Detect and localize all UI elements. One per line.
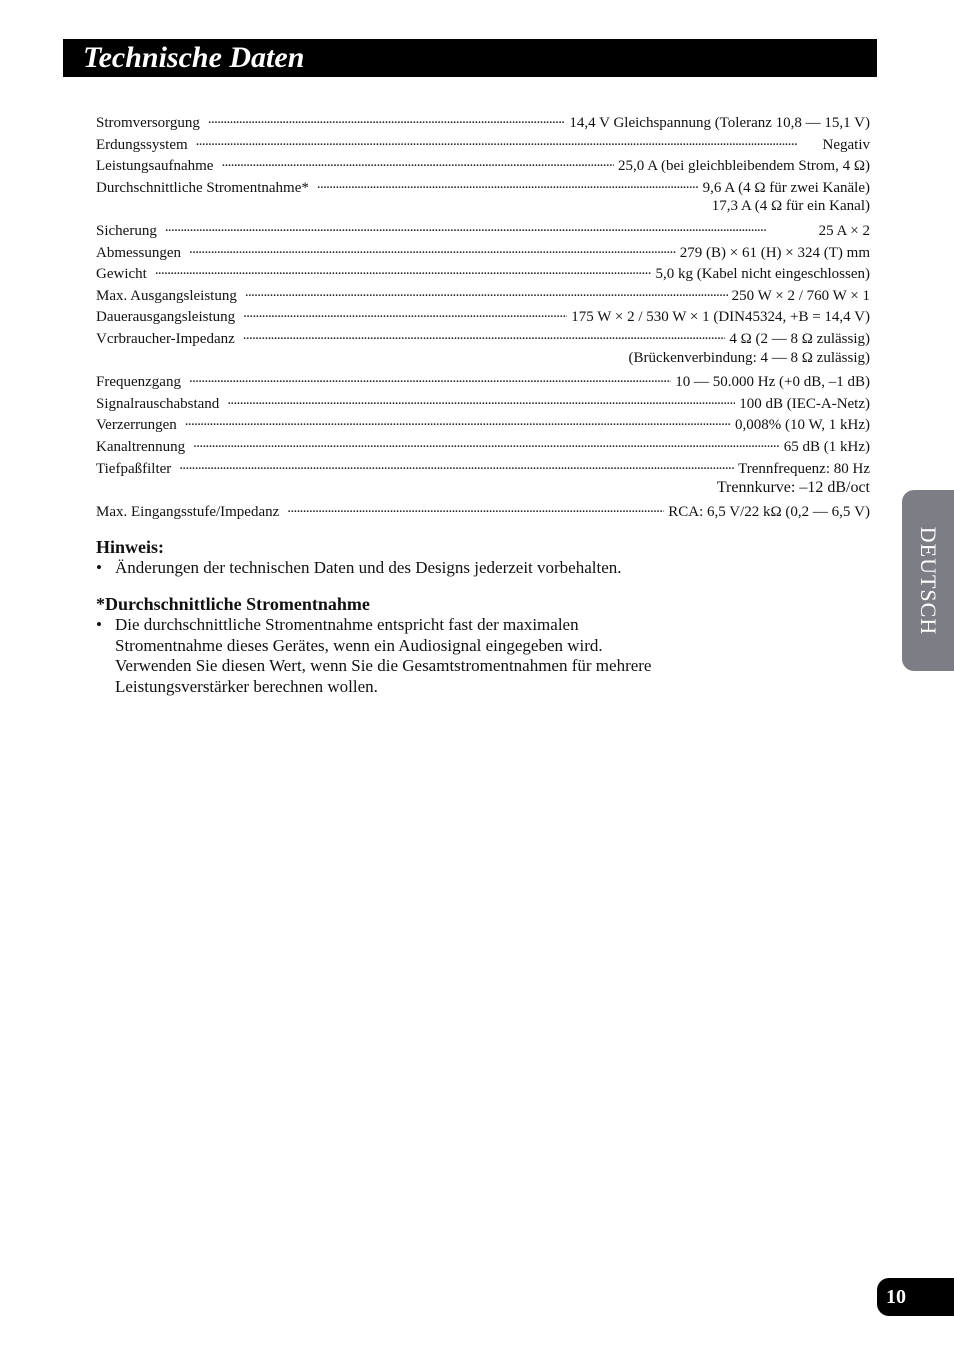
footnote-line: Leistungsverstärker berechnen wollen. [115,676,378,696]
page-number: 10 [886,1286,906,1308]
dot-leader [208,112,566,127]
spec-row [96,414,870,436]
spec-value: 175 W × 2 / 530 W × 1 (DIN45324, +B = 14,4 V) [571,309,870,326]
spec-label: Verzerrungen [96,417,177,434]
spec-label: Abmessungen [96,244,181,261]
spec-label: Sicherung [96,222,157,239]
spec-row [96,263,870,285]
spec-value: 25,0 A (bei gleichbleibendem Strom, 4 Ω) [618,158,870,175]
bullet: • [96,558,102,577]
spec-row [96,458,870,480]
spec-label: Frequenzgang [96,374,181,391]
dot-leader [189,371,671,386]
dot-leader [165,220,815,235]
specs-table [96,112,870,522]
footnote-item [96,615,736,636]
spec-row [96,328,870,350]
spec-row [96,501,870,523]
spec-row [96,112,870,134]
footnote-line: Verwenden Sie diesen Wert, wenn Sie die Gesamtstromentnahmen für mehrere [115,656,652,675]
spec-value: 4 Ω (2 — 8 Ω zulässig) [729,330,870,347]
spec-label: Stromversorgung [96,115,200,131]
dot-leader [317,177,699,192]
spec-label: Max. Eingangsstufe/Impedanz [96,503,280,520]
spec-row [96,177,870,199]
spec-value: 250 W × 2 / 760 W × 1 [731,287,870,304]
footnote-heading: *Durchschnittliche Stromentnahme [96,594,370,614]
spec-value: 0,008% (10 W, 1 kHz) [735,417,870,434]
spec-value: 9,6 A (4 Ω für zwei Kanäle) [702,179,870,196]
footnote-line-row [96,677,736,698]
dot-leader [155,263,652,278]
dot-leader [179,458,734,473]
dot-leader [287,501,664,516]
dot-leader [196,134,819,149]
dot-leader [221,155,614,170]
dot-leader [227,393,735,408]
spec-label: Dauerausgangsleistung [96,309,236,326]
spec-row [96,371,870,393]
page-number-badge [877,1278,954,1316]
spec-value: (Brückenverbindung: 4 — 8 Ω zulässig) [628,349,870,366]
title-bar [63,39,877,77]
spec-row [96,436,870,458]
spec-value: Negativ [822,136,870,153]
spec-row [96,155,870,177]
hinweis-section [96,536,736,579]
spec-row-continuation [96,198,870,220]
spec-label: Erdungssystem [96,136,188,153]
spec-label: Durchschnittliche Stromentnahme* [96,179,309,196]
spec-value: 279 (B) × 61 (H) × 324 (T) mm [679,244,870,261]
spec-value: 65 dB (1 kHz) [783,438,870,455]
dot-leader [245,285,728,300]
spec-row [96,393,870,415]
spec-value: 100 dB (IEC-A-Netz) [739,395,870,412]
dot-leader [189,242,676,257]
hinweis-heading: Hinweis: [96,537,165,557]
spec-label: Signalrauschabstand [96,395,220,412]
dot-leader [243,306,567,321]
language-tab-label: DEUTSCH [916,526,941,635]
spec-row [96,134,870,156]
spec-value: Trennkurve: –12 dB/oct [716,479,870,497]
spec-label: Leistungsaufnahme [96,158,214,175]
spec-value: 10 — 50.000 Hz (+0 dB, –1 dB) [675,374,870,391]
spec-label: Vcrbraucher-Impedanz [96,330,235,347]
spec-value: Trennfrequenz: 80 Hz [738,460,870,477]
hinweis-text: Änderungen der technischen Daten und des Designs jederzeit vorbehalten. [115,558,622,577]
spec-label: Gewicht [96,266,147,283]
spec-row [96,242,870,264]
spec-row-continuation [96,479,870,501]
dot-leader [185,414,731,429]
spec-value: RCA: 6,5 V/22 kΩ (0,2 — 6,5 V) [668,503,870,520]
page-title: Technische Daten [83,41,305,74]
spec-row [96,285,870,307]
footnote-line: Stromentnahme dieses Gerätes, wenn ein Audiosignal eingegeben wird. [115,635,603,655]
spec-value: 17,3 A (4 Ω für ein Kanal) [711,198,870,215]
spec-value: 5,0 kg (Kabel nicht eingeschlossen) [655,266,870,283]
footnote-line-row [96,636,736,657]
spec-label: Kanaltrennung [96,438,186,455]
spec-row [96,220,870,242]
spec-row-continuation [96,350,870,372]
language-tab [902,490,954,671]
bullet: • [96,615,102,634]
spec-label: Max. Ausgangsleistung [96,287,237,304]
dot-leader [193,436,780,451]
footnote-line: Die durchschnittliche Stromentnahme entspricht fast der maximalen [115,615,579,634]
footnote-section [96,593,736,697]
hinweis-item [96,558,736,579]
spec-row [96,306,870,328]
spec-value: 14,4 V Gleichspannung (Toleranz 10,8 — 15,1 V) [569,115,870,131]
spec-value: 25 A × 2 [818,222,870,239]
footnote-line-row [96,656,736,677]
dot-leader [243,328,726,343]
spec-label: Tiefpaßfilter [96,460,172,477]
